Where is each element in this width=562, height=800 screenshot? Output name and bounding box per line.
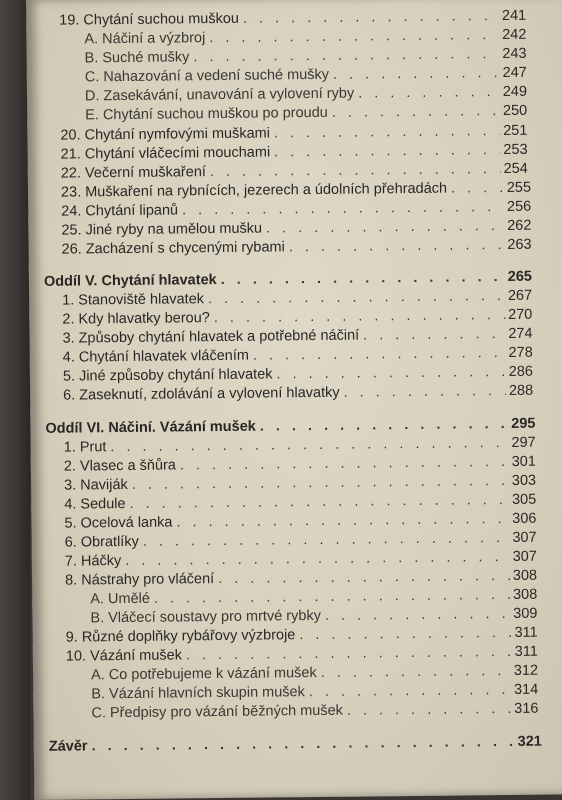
- entry-title: Co potřebujeme k vázání mušek: [108, 664, 317, 684]
- entry-title: Způsoby chytání hlavatek a potřebné náčiní: [78, 327, 360, 347]
- page-number: 241: [501, 7, 527, 25]
- entry-number: 7.: [64, 553, 78, 570]
- page-number: 278: [508, 344, 533, 361]
- page-number: 308: [512, 567, 538, 584]
- entry-number: E.: [85, 107, 99, 124]
- page-number: 314: [513, 681, 539, 698]
- page-number: 305: [511, 491, 537, 508]
- dot-leader: [299, 624, 511, 645]
- entry-number: 2.: [62, 311, 75, 328]
- page-number: 303: [511, 472, 537, 489]
- page-number: 267: [507, 287, 533, 304]
- entry-title: Vázání mušek: [89, 647, 183, 665]
- entry-title: Chytání vláčecími mouchami: [84, 144, 271, 163]
- entry-title: Jiné způsoby chytání hlavatek: [78, 366, 273, 385]
- page-number: 311: [514, 624, 538, 641]
- page-number: 262: [507, 217, 532, 234]
- entry-number: 4.: [64, 496, 77, 513]
- page-number: 249: [502, 83, 528, 101]
- entry-title: Naviják: [80, 476, 128, 494]
- dot-leader: [266, 217, 504, 238]
- entry-number: D.: [84, 88, 100, 105]
- book-page: [26, 0, 562, 800]
- entry-title: Nahazování a vedení suché mušky: [103, 66, 330, 86]
- entry-title: Zaseknutí, zdolávání a vylovení hlavatky: [79, 384, 340, 404]
- entry-number: 4.: [62, 349, 75, 366]
- entry-number: B.: [84, 50, 99, 67]
- toc-entry: [63, 382, 533, 406]
- entry-number: B.: [90, 610, 105, 627]
- entry-title: Chytání hlavatek vláčením: [78, 347, 249, 366]
- entry-number: A.: [90, 667, 105, 684]
- dot-leader: [309, 681, 511, 702]
- dot-leader: [260, 415, 509, 437]
- entry-number: 1.: [62, 292, 75, 309]
- entry-title: Zacházení s chycenými rybami: [85, 239, 285, 258]
- entry-title: Suché mušky: [102, 49, 190, 67]
- entry-number: A.: [90, 591, 105, 608]
- entry-title: Umělé: [107, 590, 150, 608]
- entry-number: 2.: [63, 458, 77, 475]
- entry-number: C.: [91, 705, 107, 722]
- entry-title: Různé doplňky rybářovy výzbroje: [81, 627, 296, 646]
- page-number: 312: [513, 662, 539, 679]
- entry-title: Vláčecí soustavy pro mrtvé rybky: [108, 607, 322, 627]
- dot-leader: [347, 700, 512, 721]
- entry-title: Jiné ryby na umělou mušku: [85, 220, 263, 239]
- page-number: 250: [502, 102, 528, 120]
- entry-title: Prut: [79, 439, 107, 456]
- entry-title: Oddíl VI. Náčiní. Vázání mušek: [45, 418, 256, 437]
- entry-number: C.: [84, 69, 100, 86]
- section-heading: [49, 733, 542, 757]
- entry-title: Zasekávání, unavování a vylovení ryby: [103, 85, 355, 105]
- entry-title: Vázání hlavních skupin mušek: [108, 684, 305, 703]
- entry-title: Kdy hlavatky berou?: [78, 310, 210, 328]
- entry-title: Oddíl V. Chytání hlavatek: [43, 272, 217, 290]
- dot-leader: [451, 179, 504, 199]
- dot-leader: [274, 122, 500, 143]
- entry-number: 6.: [64, 534, 77, 551]
- entry-number: 21.: [60, 146, 81, 163]
- page-number: 270: [508, 306, 533, 323]
- entry-number: 5.: [64, 515, 77, 532]
- dot-leader: [325, 605, 511, 626]
- page-number: 307: [512, 548, 537, 565]
- entry-number: 10.: [65, 648, 87, 665]
- entry-number: 9.: [65, 629, 78, 646]
- entry-title: Předpisy pro vázání běžných mušek: [109, 702, 343, 722]
- entry-number: 26.: [61, 241, 82, 258]
- facing-page-edge: [0, 0, 30, 800]
- dot-leader: [358, 83, 500, 103]
- dot-leader: [333, 64, 500, 85]
- dot-leader: [343, 382, 506, 403]
- page-number: 321: [517, 733, 542, 750]
- entry-number: B.: [91, 686, 106, 703]
- dot-leader: [91, 733, 514, 756]
- page-number: 253: [503, 141, 528, 159]
- page-number: 297: [511, 434, 536, 451]
- page-number: 256: [506, 198, 532, 215]
- page-number: 306: [512, 510, 537, 527]
- entry-number: 3.: [62, 330, 75, 347]
- page-number: 301: [511, 453, 536, 470]
- entry-title: Ocelová lanka: [80, 514, 173, 532]
- entry-title: Náčiní a výzbroj: [102, 30, 206, 48]
- entry-title: Stanoviště hlavatek: [78, 291, 205, 309]
- page-number: 307: [512, 529, 537, 546]
- entry-number: 1.: [63, 439, 76, 456]
- entry-number: 3.: [64, 477, 77, 494]
- page-number: 274: [508, 325, 533, 342]
- entry-title: Chytání suchou muškou po proudu: [102, 104, 328, 124]
- page-number: 265: [507, 268, 533, 285]
- entry-title: Nástrahy pro vláčení: [81, 571, 215, 589]
- page-number: 243: [502, 45, 527, 63]
- page-number: 308: [512, 586, 538, 603]
- page-number: 316: [514, 700, 539, 717]
- entry-number: 20.: [60, 127, 81, 144]
- entry-title: Sedule: [80, 495, 126, 513]
- entry-number: 24.: [61, 203, 82, 220]
- entry-number: A.: [84, 31, 99, 48]
- page-number: 286: [508, 363, 534, 380]
- page-number: 242: [502, 26, 527, 44]
- entry-title: Chytání nymfovými muškami: [84, 125, 270, 144]
- dot-leader: [289, 236, 505, 257]
- page-number: 288: [508, 382, 534, 399]
- dot-leader: [274, 141, 500, 162]
- dot-leader: [321, 662, 511, 683]
- page-number: 311: [514, 643, 538, 660]
- page-number: 255: [506, 179, 532, 196]
- toc-entry: [91, 700, 538, 724]
- entry-title: Háčky: [80, 553, 122, 570]
- dot-leader: [276, 363, 505, 384]
- page-number: 251: [503, 122, 528, 140]
- page-number: 254: [503, 160, 528, 178]
- entry-title: Obratlíky: [80, 533, 139, 551]
- entry-title: Chytání lipanů: [85, 202, 179, 220]
- page-number: 247: [502, 64, 527, 82]
- dot-leader: [363, 325, 505, 345]
- entry-number: 25.: [61, 222, 82, 239]
- entry-number: 5.: [62, 368, 76, 385]
- dot-leader: [332, 102, 500, 123]
- page-number: 295: [511, 415, 536, 432]
- entry-number: 19.: [59, 12, 80, 29]
- entry-number: 23.: [60, 184, 82, 201]
- entry-title: Muškaření na rybnících, jezerech a údolních přehradách: [85, 180, 448, 201]
- entry-number: 8.: [64, 572, 78, 589]
- entry-title: Chytání suchou muškou: [83, 10, 240, 29]
- entry-number: 22.: [60, 165, 82, 182]
- entry-title: Vlasec a šňůra: [79, 457, 176, 475]
- entry-title: Závěr: [48, 738, 88, 755]
- toc-entry: [62, 236, 532, 260]
- entry-title: Večerní muškaření: [84, 164, 206, 182]
- entry-number: 6.: [63, 387, 76, 404]
- page-number: 309: [513, 605, 538, 622]
- page-number: 263: [507, 236, 532, 253]
